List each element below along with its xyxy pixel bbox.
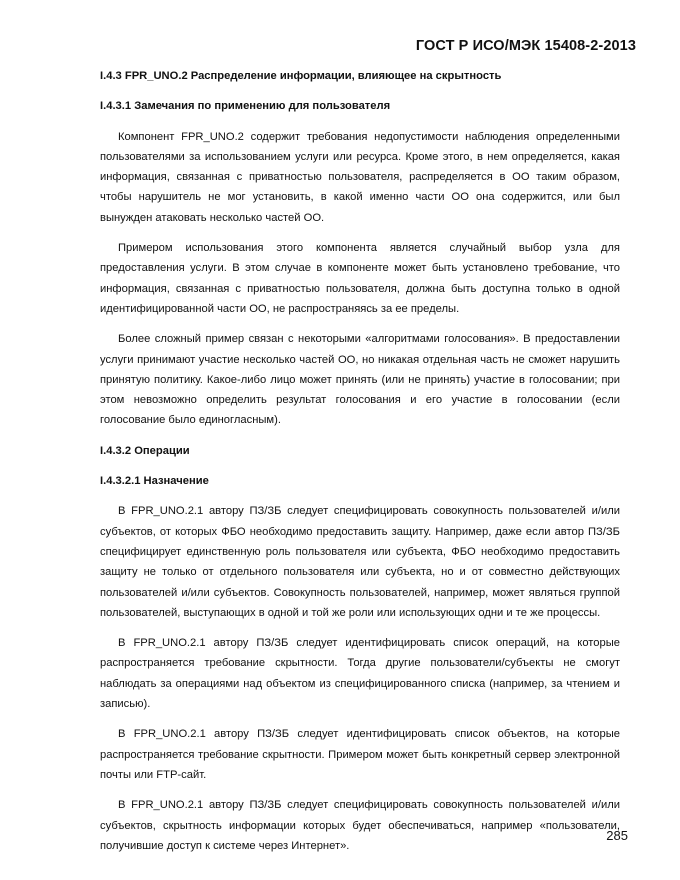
- paragraph-6: В FPR_UNO.2.1 автору ПЗ/ЗБ следует идентифицировать список объектов, на которые распространяется требование скрытности. Примером может быть конкретный сервер электронной почты или FTP-сайт.: [100, 728, 620, 781]
- paragraph-2: Примером использования этого компонента является случайный выбор узла для предоставления услуги. В этом случае в компоненте может быть установлено требование, что информация, связанная с приватностью пользователя, должна быть доступна только в одной идентифицированной части ОО, не распространяясь за ее пределы.: [100, 242, 620, 315]
- section-heading-i-4-3-1: I.4.3.1 Замечания по применению для пользователя: [100, 100, 391, 113]
- paragraph-3: Более сложный пример связан с некоторыми «алгоритмами голосования». В предоставлении услуги принимают участие несколько частей ОО, но никакая отдельная часть не сможет нарушить принятую политику. Какое-либо лицо может принять (или не принять) участие в голосовании; при этом невозможно определить результат голосования и его участие в голосовании (если голосование было единогласным).: [100, 333, 620, 427]
- document-body: [100, 66, 620, 866]
- page-number: 285: [606, 828, 628, 843]
- section-heading-i-4-3: I.4.3 FPR_UNO.2 Распределение информации, влияющее на скрытность: [100, 70, 502, 82]
- section-heading-i-4-3-2-1: I.4.3.2.1 Назначение: [100, 475, 209, 488]
- document-standard-header: ГОСТ Р ИСО/МЭК 15408-2-2013: [415, 38, 636, 54]
- paragraph-7: В FPR_UNO.2.1 автору ПЗ/ЗБ следует специфицировать совокупность пользователей и/или субъектов, скрытность информации которых будет обеспечиваться, например «пользователи, получившие доступ к системе через Интернет».: [100, 799, 620, 852]
- paragraph-5: В FPR_UNO.2.1 автору ПЗ/ЗБ следует идентифицировать список операций, на которые распространяется требование скрытности. Тогда другие пользователи/субъекты не смогут наблюдать за операциями над объектом из специфицированного списка (например, за чтением и записью).: [100, 637, 620, 711]
- section-heading-i-4-3-2: I.4.3.2 Операции: [100, 444, 190, 457]
- paragraph-1: Компонент FPR_UNO.2 содержит требования недопустимости наблюдения определенными пользователями за использованием услуги или ресурса. Кроме этого, в нем определяется, какая информация, связанная с приватностью пользователя, распределяется в ОО таким образом, чтобы нарушитель не мог установить, в какой именно части ОО она содержится, или был вынужден атаковать несколько частей ОО.: [100, 130, 620, 224]
- paragraph-4: В FPR_UNO.2.1 автору ПЗ/ЗБ следует специфицировать совокупность пользователей и/или субъектов, от которых ФБО необходимо предоставить защиту. Например, даже если автор ПЗ/ЗБ специфицирует единственную роль пользователя или субъекта, ФБО необходимо предоставить защиту не только от отдельного пользователя или субъекта, но и от совместно действующих пользователей и/или субъектов. Совокупность пользователей, например, может являться группой пользователей, выступающих в одной и той же роли или использующих одни и те же процессы.: [100, 505, 620, 619]
